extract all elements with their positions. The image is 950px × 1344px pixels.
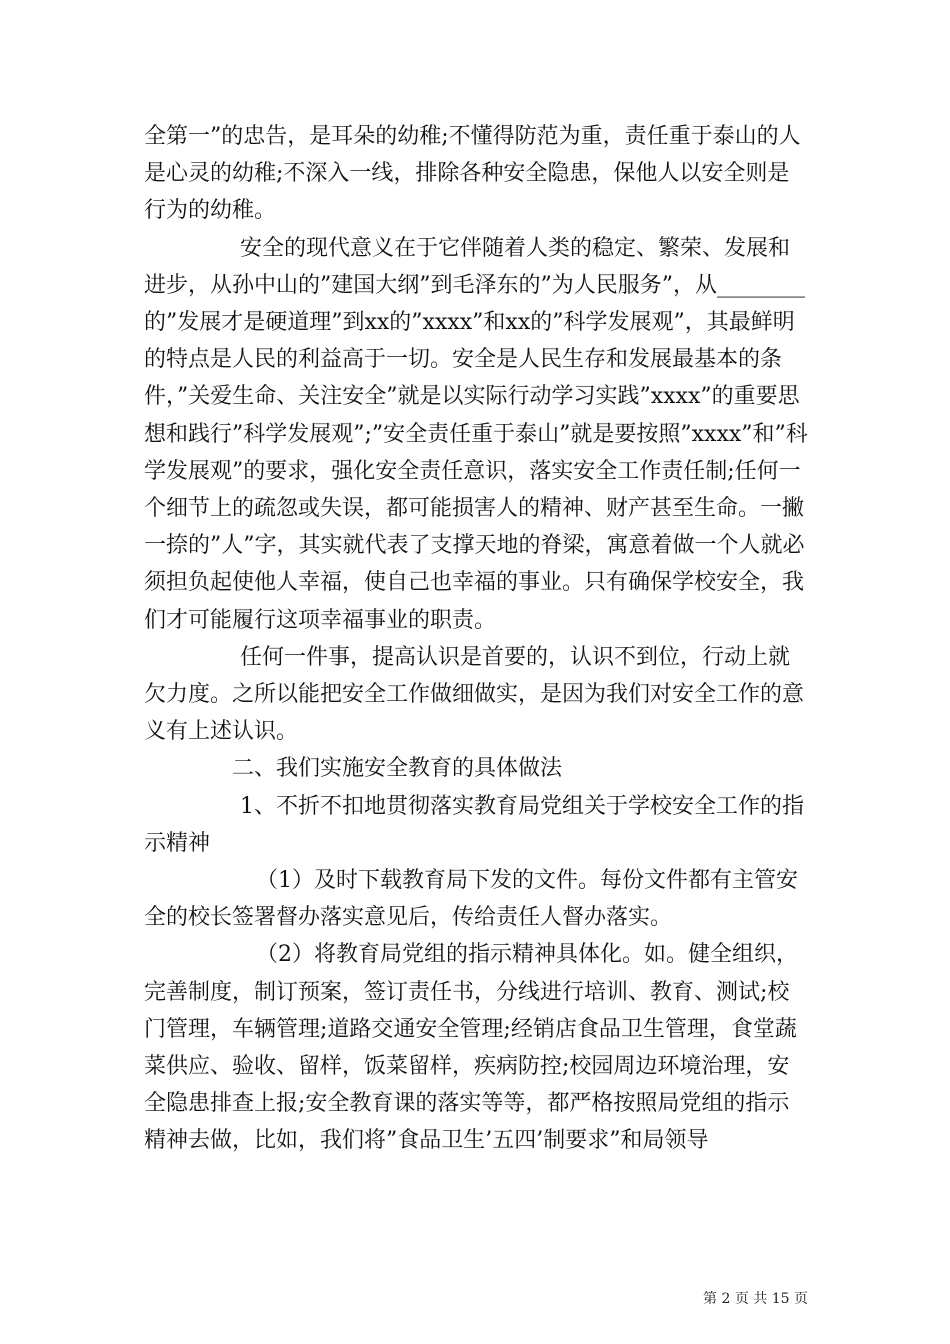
page-number-footer: 第 2 页 共 15 页 <box>703 1291 808 1307</box>
list-item-2: （2）将教育局党组的指示精神具体化。如。健全组织，完善制度，制订预案，签订责任书，分线进行培训、教育、测试;校门管理，车辆管理;道路交通安全管理;经销店食品卫生管理，食堂蔬菜供应、验收、留样，饭菜留样，疾病防控;校园周边环境治理，安全隐患排查上报;安全教育课的落实等等，都严格按照局党组的指示精神去做，比如，我们将”食品卫生’五四’制要求”和局领导 <box>144 942 798 1154</box>
list-item-1: （1）及时下载教育局下发的文件。每份文件都有主管安全的校长签署督办落实意见后，传给责任人督办落实。 <box>144 868 798 931</box>
paragraph-2: 安全的现代意义在于它伴随着人类的稳定、繁荣、发展和进步，从孙中山的”建国大纲”到毛泽东的”为人民服务”，从________的”发展才是硬道理”到xx的”xxxx”和xx的”科学发展观”，其最鲜明的特点是人民的利益高于一切。安全是人民生存和发展最基本的条件，”关爱生命、关注安全”就是以实际行动学习实践”xxxx”的重要思想和践行”科学发展观”;”安全责任重于泰山”就是要按照”xxxx”和”科学发展观”的要求，强化安全责任意识，落实安全工作责任制;任何一个细节上的疏忽或失误，都可能损害人的精神、财产甚至生命。一撇一捺的”人”字，其实就代表了支撑天地的脊梁，寓意着做一个人就必须担负起使他人幸福，使自己也幸福的事业。只有确保学校安全，我们才可能履行这项幸福事业的职责。 <box>144 235 808 633</box>
document-body <box>144 118 808 1160</box>
paragraph-3: 任何一件事，提高认识是首要的，认识不到位，行动上就欠力度。之所以能把安全工作做细做实，是因为我们对安全工作的意义有上述认识。 <box>144 644 805 745</box>
section-heading: 二、我们实施安全教育的具体做法 <box>232 756 563 782</box>
subsection-heading: 1、不折不扣地贯彻落实教育局党组关于学校安全工作的指示精神 <box>144 793 804 856</box>
paragraph-1: 全第一”的忠告，是耳朵的幼稚;不懂得防范为重，责任重于泰山的人是心灵的幼稚;不深入一线，排除各种安全隐患，保他人以安全则是行为的幼稚。 <box>144 124 801 224</box>
